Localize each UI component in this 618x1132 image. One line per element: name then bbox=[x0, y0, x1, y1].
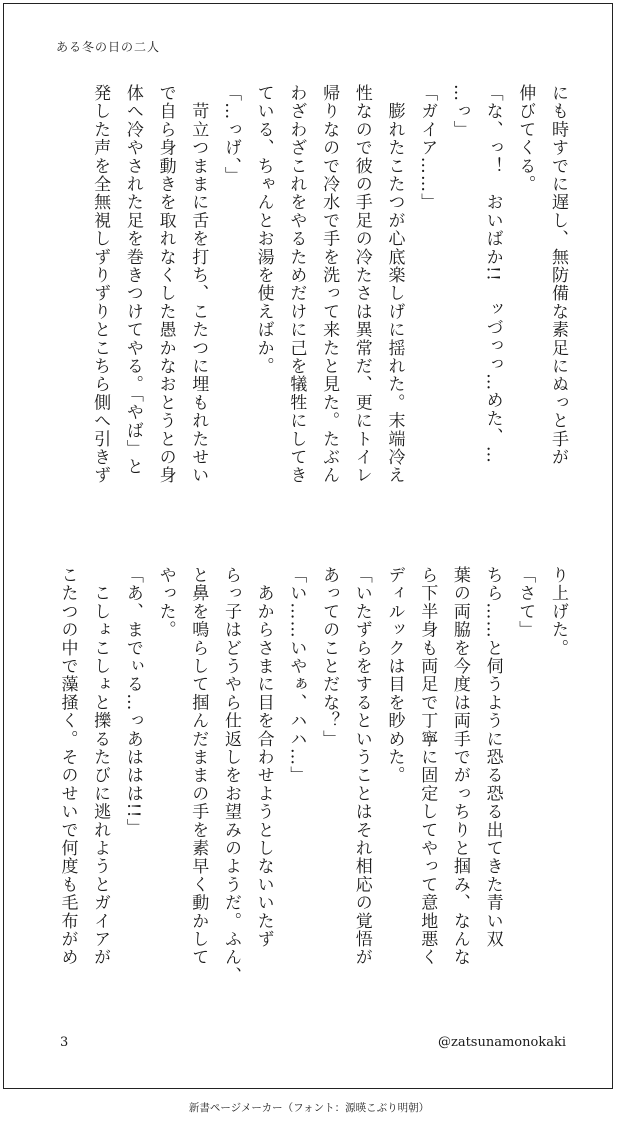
page-header-title: ある冬の日の二人 bbox=[56, 40, 161, 54]
text-line: 「…っげ、」 bbox=[220, 84, 241, 185]
text-block-top bbox=[48, 84, 574, 524]
text-line: 「な、っ！ おいばか!! ッづっっ…めた、… bbox=[482, 84, 503, 465]
text-line: ら下半身も両足で丁寧に固定してやって意地悪く bbox=[417, 566, 438, 967]
text-line: 葉の両脇を今度は両手でがっちりと掴み、なんな bbox=[449, 566, 470, 967]
text-line: 帰りなので冷水で手を洗って来たと見た。たぶん bbox=[319, 84, 340, 485]
text-line: やった。 bbox=[155, 566, 176, 639]
page-number: 3 bbox=[60, 1035, 69, 1050]
text-line: らっ子はどうやら仕返しをお望みのようだ。ふん、 bbox=[220, 566, 241, 985]
text-line: 性なので彼の手足の冷たさは異常だ、更にトイレ bbox=[351, 84, 372, 485]
text-line: 「あ、までぃる…っあははは!!」 bbox=[122, 566, 143, 837]
page bbox=[3, 3, 613, 1089]
author-credit: @zatsunamonokaki bbox=[437, 1035, 566, 1050]
text-line: ディルックは目を眇めた。 bbox=[384, 566, 405, 785]
text-line: 発した声を全無視しずりずりとこちら側へ引きず bbox=[90, 84, 111, 485]
text-line: 「いたずらをするということはそれ相応の覚悟が bbox=[351, 566, 372, 967]
text-line: で自ら身動きを取れなくした愚かなおとうとの身 bbox=[155, 84, 176, 485]
generator-footer: 新書ページメーカー（フォント：源暎こぶり明朝） bbox=[188, 1102, 430, 1114]
text-block-bottom bbox=[48, 566, 574, 1002]
text-line: 苛立つままに舌を打ち、こたつに埋もれたせい bbox=[188, 84, 209, 485]
text-line: 伸びてくる。 bbox=[515, 84, 536, 194]
text-line: 「さて」 bbox=[515, 566, 536, 639]
text-line: と鼻を鳴らして掴んだままの手を素早く動かして bbox=[188, 566, 209, 967]
text-line: 「ガイア……」 bbox=[417, 84, 438, 212]
text-line: …っ」 bbox=[449, 84, 470, 139]
text-line: あってのことだな？」 bbox=[319, 566, 340, 748]
text-line: 膨れたこたつが心底楽しげに揺れた。末端冷え bbox=[384, 84, 405, 485]
text-line: あからさまに目を合わせようとしないいたず bbox=[253, 566, 274, 949]
text-line: ている、ちゃんとお湯を使えばか。 bbox=[253, 84, 274, 376]
text-line: ちら……と伺うように恐る恐る出てきた青い双 bbox=[482, 566, 503, 949]
text-line: 体へ冷やされた足を巻きつけてやる。「やば」と bbox=[122, 84, 143, 476]
text-line: 「い……いやぁ、ハハ…」 bbox=[286, 566, 307, 785]
text-line: こたつの中で藻掻く。そのせいで何度も毛布がめ bbox=[57, 566, 78, 967]
text-line: り上げた。 bbox=[548, 566, 568, 657]
text-line: わざわざこれをやるためだけに己を犠牲にしてき bbox=[286, 84, 307, 485]
text-line: にも時すでに遅し、無防備な素足にぬっと手が bbox=[548, 84, 568, 467]
text-line: こしょこしょと擽るたびに逃れようとガイアが bbox=[90, 566, 111, 967]
